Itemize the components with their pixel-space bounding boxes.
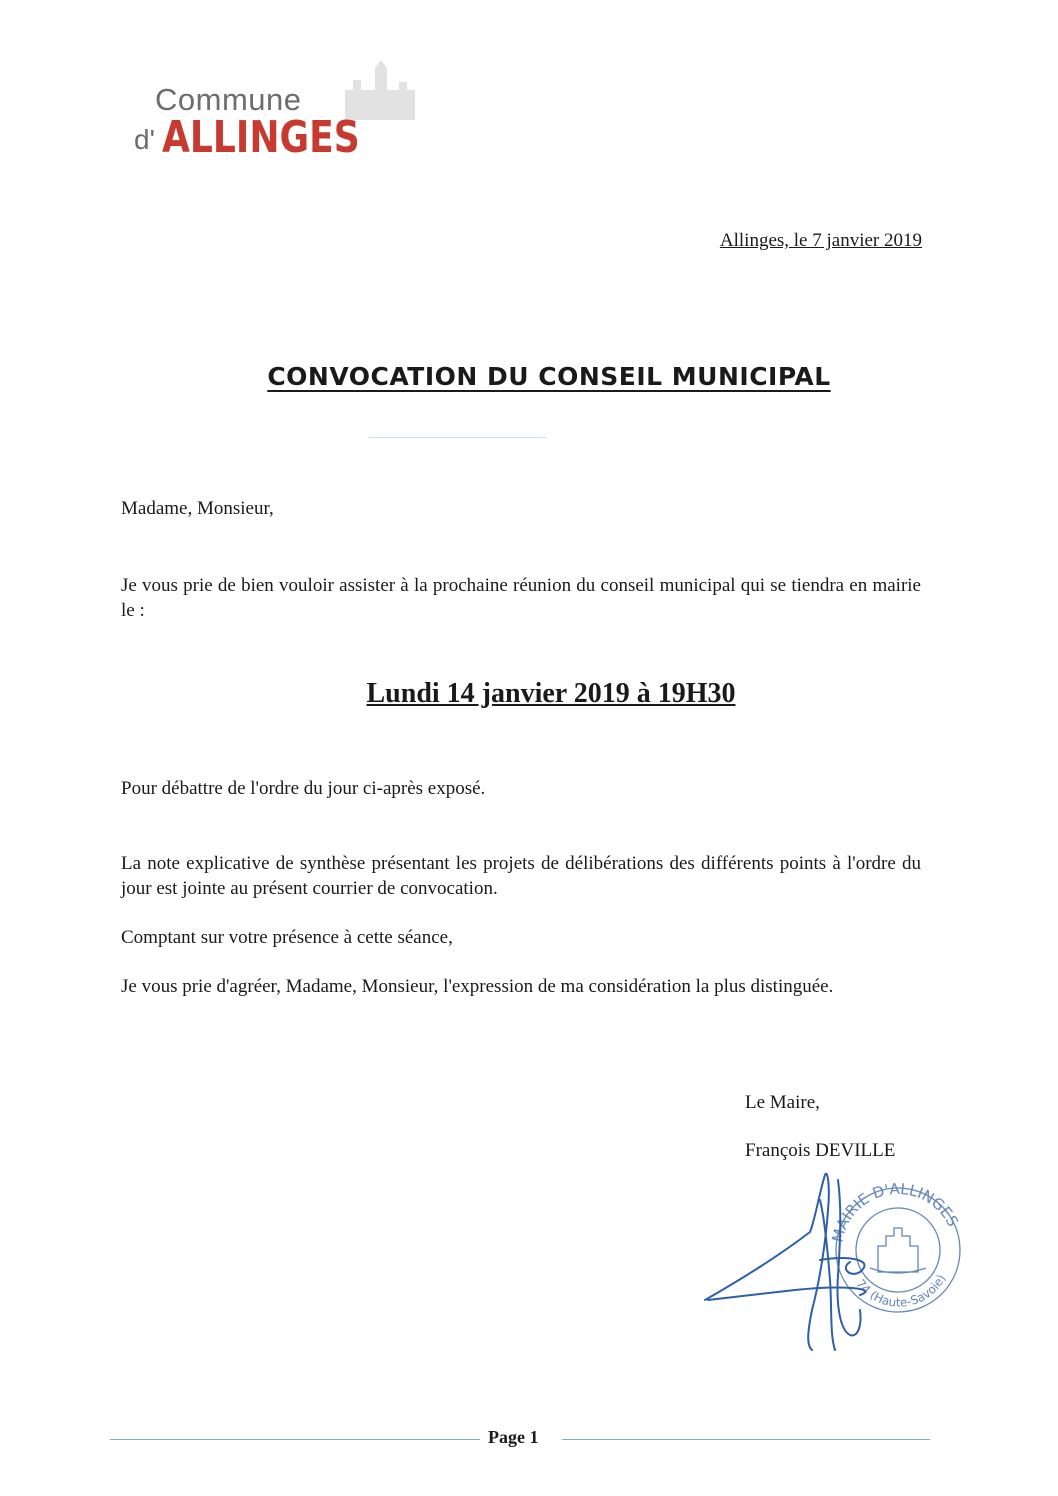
stamp-text: MAIRIE D'ALLINGES: [828, 1179, 962, 1244]
intro-paragraph: Je vous prie de bien vouloir assister à la prochaine réunion du conseil municipal qui se tiendra en mairie le :: [121, 575, 921, 621]
page-number: Page 1: [488, 1427, 539, 1447]
divider: [368, 437, 546, 438]
logo-line1: Commune: [155, 82, 302, 117]
stamp-subtext: 74 (Haute-Savoie): [853, 1272, 949, 1310]
salutation: Madame, Monsieur,: [121, 498, 274, 519]
handwritten-signature: [705, 1174, 865, 1350]
closing-paragraph: Je vous prie d'agréer, Madame, Monsieur, l'expression de ma considération la plus distinguée.: [121, 976, 834, 997]
document-title-text: CONVOCATION DU CONSEIL MUNICIPAL: [267, 362, 831, 391]
page-footer: [0, 1427, 1058, 1455]
svg-text:MAIRIE D'ALLINGES: [828, 1180, 961, 1244]
signature-and-stamp: [700, 1160, 980, 1360]
footer-divider-right: [562, 1439, 930, 1440]
logo-town-name: ALLINGES: [162, 112, 360, 163]
document-title: [0, 362, 1058, 391]
signatory-name: François DEVILLE: [745, 1140, 896, 1161]
commune-logo: [130, 60, 360, 170]
logo-prefix: d': [134, 124, 155, 155]
meeting-date: [0, 678, 1058, 710]
castle-icon: [335, 60, 425, 120]
note-paragraph: La note explicative de synthèse présentant les projets de délibérations des différents points à l'ordre du jour est jointe au présent courrier de convocation.: [121, 853, 921, 899]
counting-paragraph: Comptant sur votre présence à cette séance,: [121, 927, 453, 948]
official-stamp-icon: [828, 1180, 961, 1312]
agenda-paragraph: Pour débattre de l'ordre du jour ci-après exposé.: [121, 778, 486, 799]
letter-date: Allinges, le 7 janvier 2019: [719, 230, 922, 251]
signatory-role: Le Maire,: [745, 1092, 820, 1113]
meeting-date-text: Lundi 14 janvier 2019 à 19H30: [366, 678, 736, 709]
footer-divider-left: [110, 1439, 480, 1440]
